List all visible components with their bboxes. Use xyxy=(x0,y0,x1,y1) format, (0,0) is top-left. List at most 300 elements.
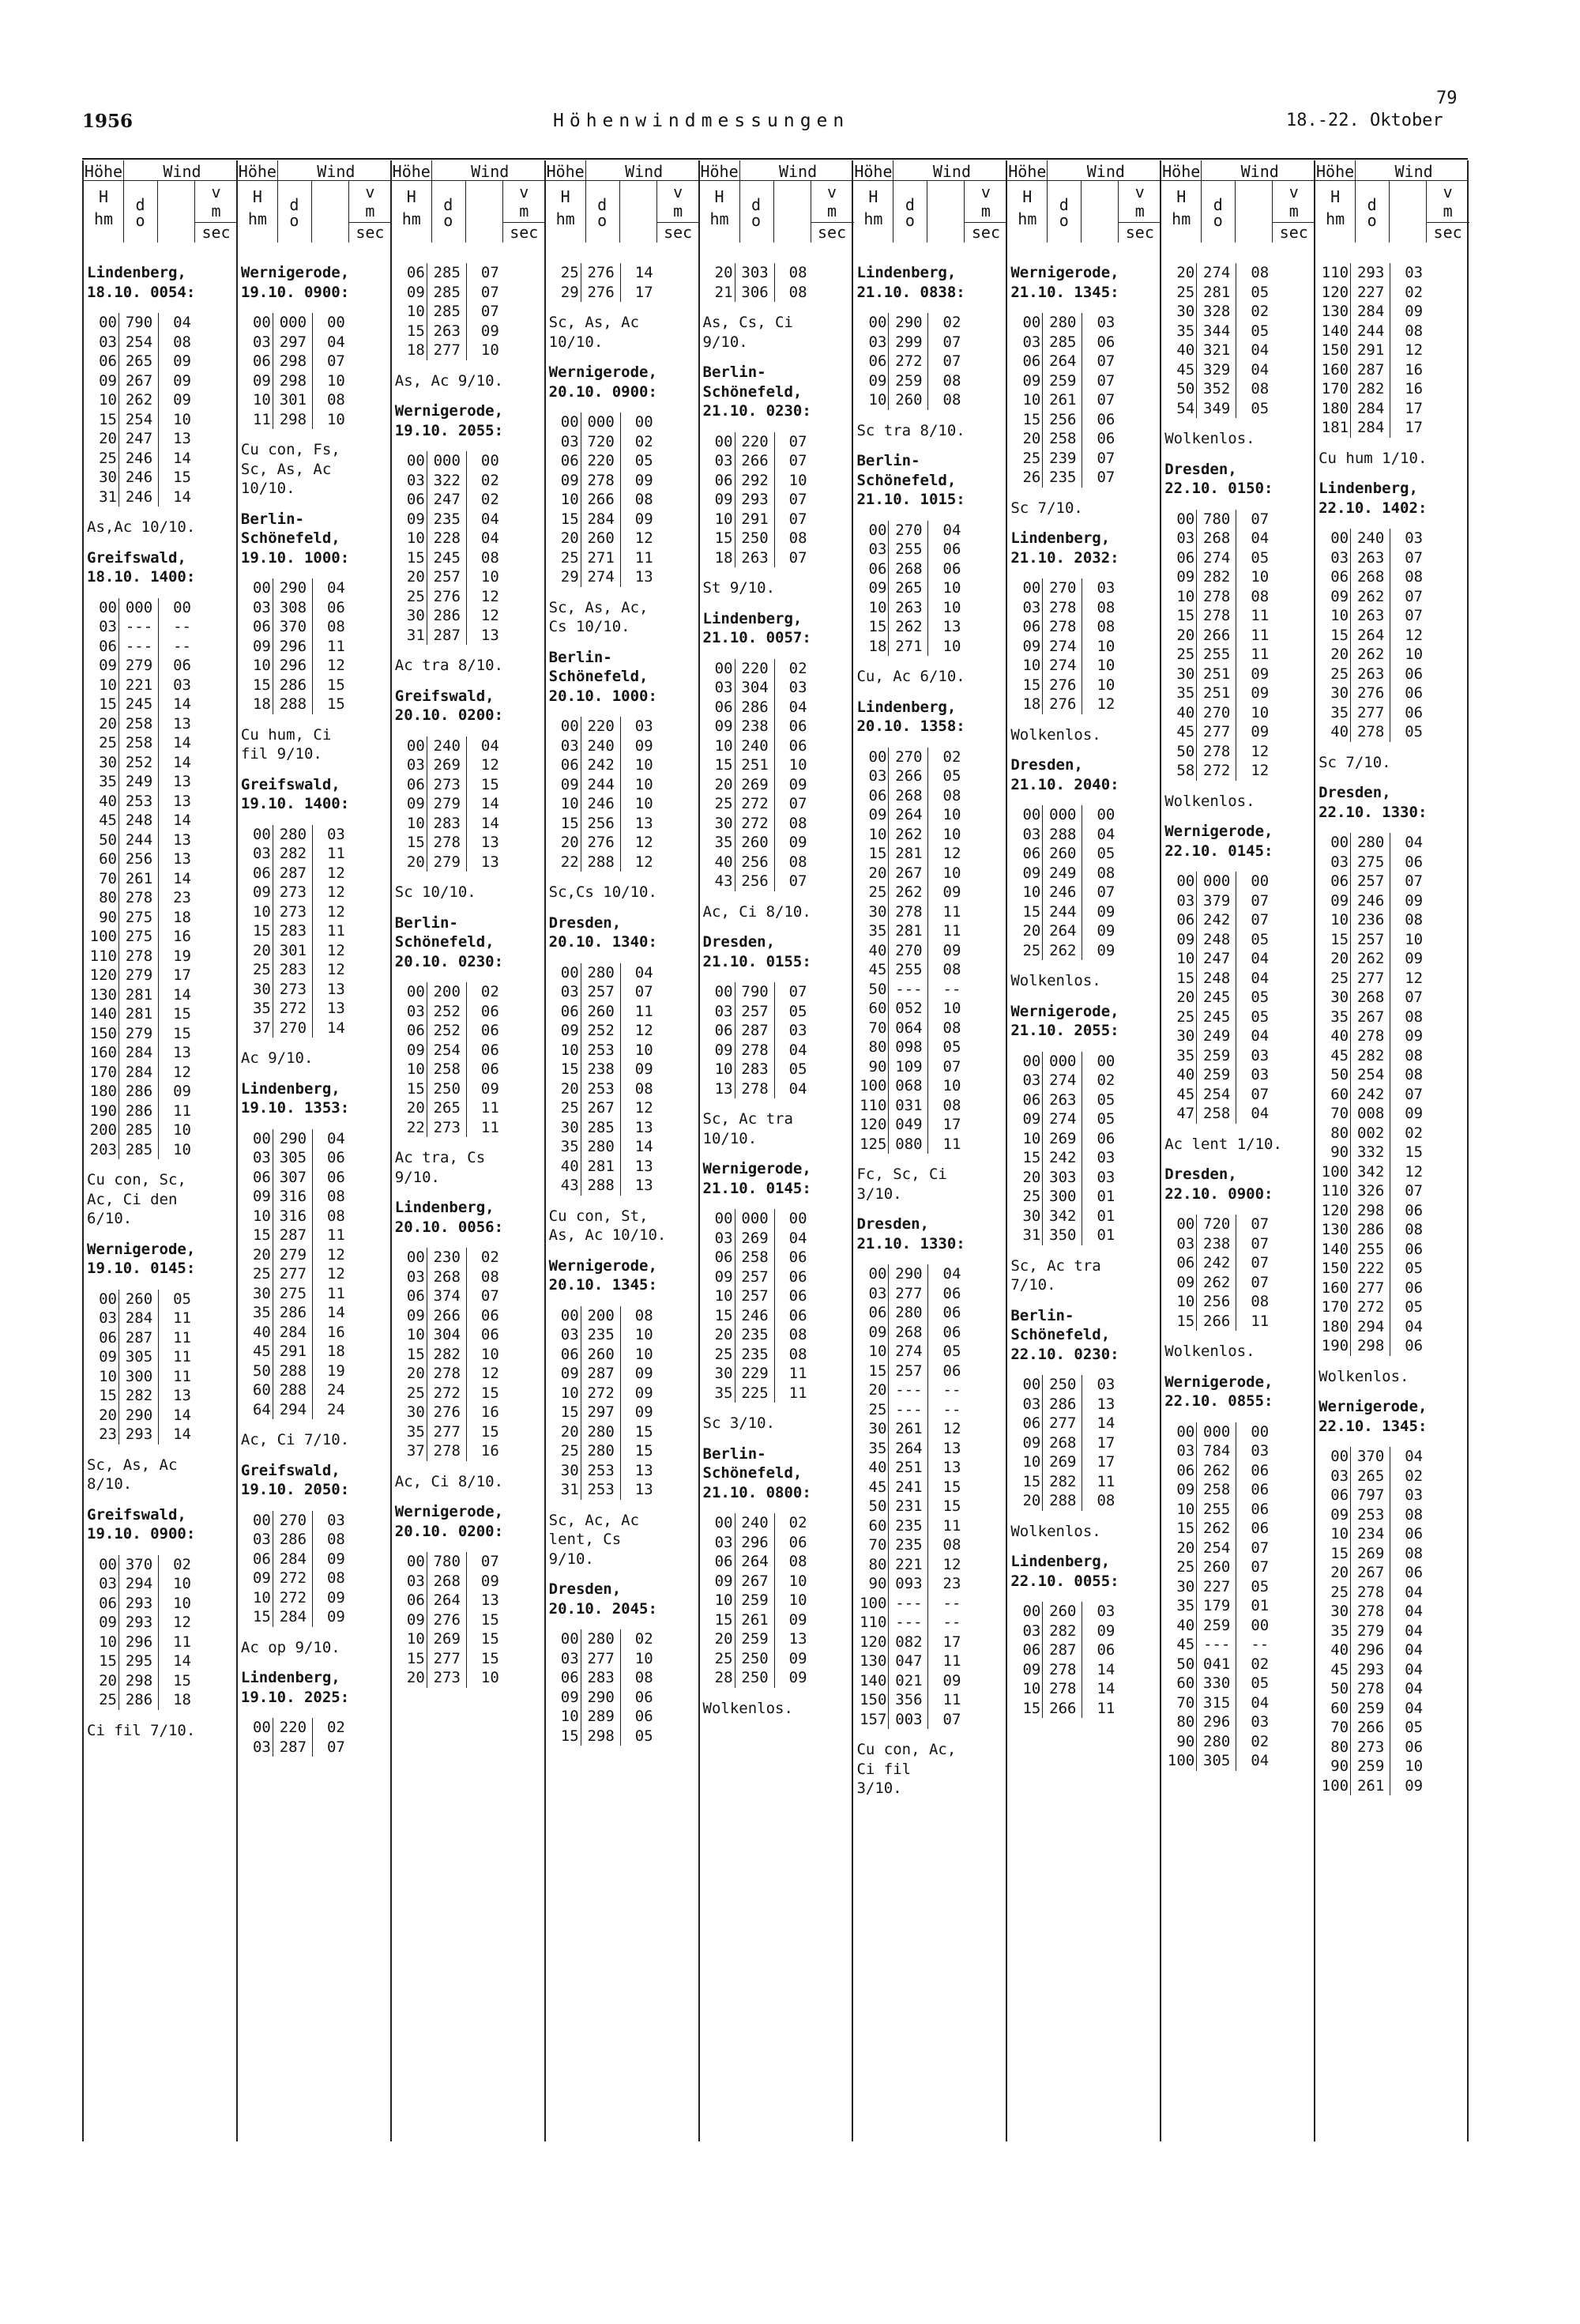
table-row xyxy=(546,1079,699,1099)
height-value: 00 xyxy=(546,963,581,983)
table-row xyxy=(1161,969,1315,989)
table-column xyxy=(698,160,853,2141)
direction-value: 276 xyxy=(428,1610,467,1630)
column-header xyxy=(238,160,391,243)
height-value: 06 xyxy=(1007,352,1043,371)
table-row xyxy=(238,1738,391,1757)
height-value: 25 xyxy=(1161,1557,1197,1577)
spacer xyxy=(1315,1436,1467,1447)
cloud-remark: Cu con, Fs, xyxy=(240,441,340,458)
speed-value: 01 xyxy=(1097,1226,1115,1244)
station-label: Wernigerode, xyxy=(394,1503,504,1520)
direction-value: 293 xyxy=(736,490,775,510)
table-row xyxy=(84,1633,237,1652)
speed-value: 15 xyxy=(173,469,191,486)
speed-value: 04 xyxy=(1405,1641,1424,1659)
table-row xyxy=(84,1594,237,1614)
speed-value: 15 xyxy=(173,1005,191,1023)
table-row xyxy=(1007,1168,1161,1188)
direction-value: 275 xyxy=(1352,853,1390,872)
height-value: 70 xyxy=(1161,1693,1197,1713)
direction-value: 252 xyxy=(120,753,159,773)
speed-value: 08 xyxy=(1405,911,1424,928)
speed-value: 11 xyxy=(1097,1472,1115,1490)
height-value: 30 xyxy=(700,814,735,834)
table-row xyxy=(1161,587,1315,607)
direction-value: 277 xyxy=(890,1284,928,1304)
cloud-remark: Ci fil xyxy=(856,1760,912,1778)
speed-value: 08 xyxy=(1405,1544,1424,1562)
speed-value: 14 xyxy=(173,812,191,829)
table-row xyxy=(1315,1240,1467,1260)
spacer xyxy=(546,401,699,412)
hoehe-label: Höhe xyxy=(238,162,276,181)
speed-value: 13 xyxy=(788,1630,807,1648)
table-row xyxy=(1315,1162,1467,1182)
direction-value: 280 xyxy=(582,1422,621,1442)
table-row xyxy=(1161,510,1315,529)
spacer xyxy=(853,440,1006,451)
spacer xyxy=(238,1627,391,1638)
table-row xyxy=(1161,1292,1315,1312)
table-row xyxy=(84,1574,237,1594)
direction-value: 307 xyxy=(274,1168,313,1188)
speed-value: 15 xyxy=(326,676,345,694)
table-row xyxy=(1315,684,1467,703)
height-value: 130 xyxy=(84,985,119,1005)
height-value: 06 xyxy=(1161,910,1197,930)
speed-value: 07 xyxy=(1097,352,1115,370)
direction-value: 250 xyxy=(736,1649,775,1669)
direction-value: 277 xyxy=(274,1264,313,1284)
height-value: 50 xyxy=(84,831,119,850)
height-value: 25 xyxy=(1007,941,1043,961)
table-row xyxy=(84,753,237,773)
table-row xyxy=(853,748,1006,767)
direction-value: 332 xyxy=(1352,1143,1390,1162)
direction-value: 256 xyxy=(736,872,775,891)
direction-value: 284 xyxy=(274,1323,313,1343)
table-row xyxy=(238,1718,391,1738)
direction-value: 278 xyxy=(1044,1660,1082,1680)
table-row xyxy=(1315,567,1467,587)
spacer xyxy=(238,1419,391,1430)
direction-value: 253 xyxy=(582,1480,621,1500)
table-row xyxy=(84,637,237,657)
direction-value: 370 xyxy=(120,1555,159,1575)
station-label: Wernigerode, xyxy=(1319,1398,1428,1415)
direction-value: 296 xyxy=(1352,1640,1390,1660)
height-value: 03 xyxy=(392,1267,427,1287)
direction-value: 284 xyxy=(120,1063,159,1083)
direction-value: 287 xyxy=(274,864,313,883)
station-label: 19.10. 2025: xyxy=(240,1688,350,1706)
table-row xyxy=(1315,1065,1467,1085)
table-row xyxy=(1161,1751,1315,1771)
direction-value: 261 xyxy=(736,1610,775,1630)
direction-value: 254 xyxy=(428,1041,467,1060)
direction-value: 246 xyxy=(1352,891,1390,911)
table-row xyxy=(84,598,237,618)
height-value: 25 xyxy=(1007,1187,1043,1207)
spacer xyxy=(546,1746,699,1757)
speed-value: 11 xyxy=(173,1102,191,1120)
table-row xyxy=(1315,1738,1467,1757)
direction-value: 254 xyxy=(120,333,159,352)
direction-value: 250 xyxy=(428,1079,467,1099)
direction-value: 200 xyxy=(582,1306,621,1326)
speed-value: 10 xyxy=(634,1326,653,1343)
speed-value: 15 xyxy=(480,775,499,793)
table-row xyxy=(238,1530,391,1550)
speed-value: 11 xyxy=(173,1367,191,1385)
spacer xyxy=(700,1148,853,1159)
table-row xyxy=(392,1668,545,1688)
table-row xyxy=(700,698,853,718)
height-value: 35 xyxy=(1161,1596,1197,1616)
table-row xyxy=(546,1688,699,1708)
speed-value: 06 xyxy=(634,1688,653,1706)
speed-value: 06 xyxy=(1405,1738,1424,1756)
height-value: 03 xyxy=(1007,333,1043,352)
speed-value: 13 xyxy=(480,626,499,644)
table-row xyxy=(238,864,391,883)
speed-value: 14 xyxy=(173,985,191,1004)
spacer xyxy=(853,1154,1006,1165)
direction-value: 278 xyxy=(1352,1026,1390,1046)
height-value: 140 xyxy=(1315,322,1351,341)
speed-value: 02 xyxy=(1251,303,1270,320)
table-row xyxy=(238,352,391,371)
speed-value: 11 xyxy=(480,1118,499,1136)
height-value: 50 xyxy=(1161,1655,1197,1674)
direction-value: 222 xyxy=(1352,1259,1390,1279)
height-value: 15 xyxy=(1007,1148,1043,1168)
direction-value: 285 xyxy=(582,1118,621,1138)
speed-value: 03 xyxy=(1251,1442,1270,1460)
direction-value: 270 xyxy=(890,521,928,541)
direction-value: 235 xyxy=(890,1516,928,1536)
table-row xyxy=(1315,1279,1467,1298)
height-value: 140 xyxy=(853,1671,889,1691)
direction-value: 720 xyxy=(1198,1215,1236,1234)
height-value: 00 xyxy=(546,717,581,736)
direction-value: 260 xyxy=(582,1345,621,1365)
height-value: 10 xyxy=(1315,1524,1351,1544)
speed-unit-sec: sec xyxy=(964,222,1007,242)
table-row xyxy=(700,1079,853,1099)
spacer xyxy=(1315,1386,1467,1397)
speed-value: 12 xyxy=(480,587,499,605)
direction-value: 257 xyxy=(736,1267,775,1287)
speed-value: 04 xyxy=(1405,1680,1424,1697)
table-row xyxy=(1315,1544,1467,1564)
spacer xyxy=(238,1068,391,1079)
direction-value: 280 xyxy=(582,1629,621,1649)
column-body xyxy=(1007,263,1161,1729)
direction-value: 264 xyxy=(1352,626,1390,646)
height-value: 06 xyxy=(84,1594,119,1614)
height-value: 00 xyxy=(1161,1215,1197,1234)
height-value: 203 xyxy=(84,1140,119,1160)
station-block xyxy=(1161,263,1315,460)
direction-symbol: d xyxy=(1213,195,1223,214)
height-value: 31 xyxy=(1007,1226,1043,1245)
table-row xyxy=(1161,1215,1315,1234)
speed-value: 09 xyxy=(634,510,653,528)
direction-value: 236 xyxy=(1352,910,1390,930)
height-value: 35 xyxy=(84,772,119,792)
speed-value: 08 xyxy=(326,391,345,409)
table-row xyxy=(546,1021,699,1041)
direction-value: 273 xyxy=(274,980,313,1000)
direction-value: 262 xyxy=(120,390,159,410)
station-label: Lindenberg, xyxy=(702,609,803,627)
direction-value: 278 xyxy=(1352,722,1390,742)
direction-value: 262 xyxy=(890,825,928,845)
table-row xyxy=(392,567,545,587)
spacer xyxy=(392,725,545,736)
height-value: 120 xyxy=(853,1115,889,1135)
table-row xyxy=(238,921,391,941)
direction-value: 784 xyxy=(1198,1441,1236,1461)
direction-value: 255 xyxy=(1352,1240,1390,1260)
table-row xyxy=(238,1303,391,1323)
spacer xyxy=(1161,1154,1315,1165)
table-row xyxy=(1161,988,1315,1008)
direction-value: 282 xyxy=(1044,1622,1082,1641)
cloud-remark: Cu con, St, xyxy=(548,1207,649,1225)
direction-value: 276 xyxy=(428,1403,467,1422)
speed-value: 06 xyxy=(326,1168,345,1186)
table-row xyxy=(392,1441,545,1461)
speed-value: 02 xyxy=(1405,1467,1424,1485)
height-value: 09 xyxy=(1007,1660,1043,1680)
direction-value: 277 xyxy=(428,1422,467,1442)
height-value: 15 xyxy=(1007,676,1043,695)
spacer xyxy=(84,302,237,313)
speed-value: 09 xyxy=(634,471,653,489)
cloud-remark: Sc,Cs 10/10. xyxy=(548,883,657,901)
height-value: 130 xyxy=(1315,1220,1351,1240)
spacer xyxy=(84,1494,237,1505)
direction-value: 267 xyxy=(120,371,159,391)
height-value: 20 xyxy=(84,714,119,734)
speed-value: 06 xyxy=(1097,410,1115,428)
direction-value: 242 xyxy=(582,755,621,775)
speed-value: 16 xyxy=(326,1323,345,1341)
height-value: 09 xyxy=(1161,930,1197,950)
height-value: 15 xyxy=(700,1610,735,1630)
direction-value: 245 xyxy=(120,695,159,714)
height-value: 06 xyxy=(700,471,735,491)
direction-symbol: d xyxy=(1367,195,1377,214)
direction-value: 246 xyxy=(1044,883,1082,902)
table-row xyxy=(84,1024,237,1044)
speed-value: 08 xyxy=(1097,864,1115,882)
direction-value: 298 xyxy=(274,352,313,371)
spacer xyxy=(1007,1541,1161,1552)
speed-value: 02 xyxy=(788,659,807,677)
table-row xyxy=(853,1458,1006,1478)
height-value: 30 xyxy=(392,606,427,626)
direction-value: 290 xyxy=(890,313,928,333)
table-row xyxy=(853,883,1006,902)
height-value: 06 xyxy=(1161,1253,1197,1273)
height-value: 09 xyxy=(1315,587,1351,607)
speed-value: 12 xyxy=(1405,969,1424,987)
table-row xyxy=(546,1649,699,1669)
table-row xyxy=(853,333,1006,352)
direction-value: 258 xyxy=(1198,1480,1236,1500)
cloud-remark: 3/10. xyxy=(856,1185,902,1203)
speed-value: 24 xyxy=(326,1400,345,1418)
height-symbol: H xyxy=(714,187,724,206)
height-value: 31 xyxy=(392,626,427,646)
direction-value: 268 xyxy=(428,1572,467,1591)
spacer xyxy=(392,1541,545,1552)
table-row xyxy=(1161,1441,1315,1461)
direction-value: 287 xyxy=(582,1364,621,1384)
speed-value: 02 xyxy=(788,1514,807,1531)
table-row xyxy=(1007,429,1161,449)
speed-value: 07 xyxy=(1097,883,1115,901)
speed-value: 07 xyxy=(1097,391,1115,409)
height-value: 00 xyxy=(853,313,889,333)
speed-value: 13 xyxy=(173,850,191,868)
height-value: 30 xyxy=(546,1118,581,1138)
table-row xyxy=(238,1245,391,1265)
direction-symbol: d xyxy=(751,195,762,214)
station-block xyxy=(392,1502,545,1699)
speed-value: 04 xyxy=(1251,529,1270,547)
height-value: 09 xyxy=(84,371,119,391)
height-value: 09 xyxy=(1007,371,1043,391)
direction-value: 284 xyxy=(120,1309,159,1328)
table-row xyxy=(1315,529,1467,548)
speed-value: 11 xyxy=(326,922,345,940)
cloud-remark: 10/10. xyxy=(548,333,604,351)
header-divider xyxy=(1235,180,1236,243)
height-value: 15 xyxy=(700,1306,735,1326)
table-row xyxy=(1007,1395,1161,1414)
cloud-remark: Cs 10/10. xyxy=(548,618,630,635)
height-value: 03 xyxy=(238,1738,273,1757)
table-row xyxy=(84,468,237,488)
speed-value: 07 xyxy=(1405,548,1424,567)
height-value: 30 xyxy=(1161,302,1197,322)
height-value: 03 xyxy=(546,1649,581,1669)
height-value: 00 xyxy=(392,1552,427,1572)
spacer xyxy=(700,1688,853,1699)
table-row xyxy=(84,966,237,985)
table-row xyxy=(1315,1486,1467,1505)
height-value: 10 xyxy=(84,390,119,410)
direction-value: 242 xyxy=(1198,1253,1236,1273)
table-row xyxy=(238,1342,391,1362)
speed-value: 00 xyxy=(1251,872,1270,890)
table-row xyxy=(238,313,391,333)
height-value: 09 xyxy=(853,371,889,391)
height-value: 03 xyxy=(546,736,581,756)
direction-value: 240 xyxy=(1352,529,1390,548)
table-row xyxy=(853,1516,1006,1536)
table-row xyxy=(853,1380,1006,1400)
table-row xyxy=(1161,1655,1315,1674)
height-value: 45 xyxy=(1161,1085,1197,1105)
direction-value: 287 xyxy=(1044,1640,1082,1660)
direction-value: 288 xyxy=(1044,1491,1082,1511)
spacer xyxy=(853,1203,1006,1215)
table-row xyxy=(1161,606,1315,626)
height-value: 180 xyxy=(1315,399,1351,419)
height-value: 09 xyxy=(392,1041,427,1060)
cloud-remark: Wolkenlos. xyxy=(702,1699,793,1717)
height-value: 06 xyxy=(392,1591,427,1610)
direction-value: 000 xyxy=(582,412,621,432)
table-row xyxy=(853,941,1006,961)
cloud-remark: Sc 3/10. xyxy=(702,1414,776,1432)
table-row xyxy=(1161,1616,1315,1636)
speed-value: 14 xyxy=(634,1138,653,1155)
height-value: 00 xyxy=(853,1264,889,1284)
header-divider xyxy=(311,180,312,243)
direction-value: 274 xyxy=(1044,1071,1082,1090)
spacer xyxy=(1161,861,1315,872)
spacer xyxy=(546,902,699,913)
table-row xyxy=(1315,1046,1467,1066)
height-value: 03 xyxy=(1161,1441,1197,1461)
speed-value: 04 xyxy=(1251,1693,1270,1712)
direction-value: 270 xyxy=(274,1019,313,1038)
direction-value: 274 xyxy=(890,1342,928,1362)
height-value: 20 xyxy=(853,864,889,883)
direction-value: 235 xyxy=(582,1325,621,1345)
speed-value: 03 xyxy=(1251,1713,1270,1731)
table-row xyxy=(1161,645,1315,665)
height-value: 03 xyxy=(392,755,427,775)
cloud-remark: Ac lent 1/10. xyxy=(1164,1135,1282,1153)
height-value: 10 xyxy=(1007,390,1043,410)
direction-value: 250 xyxy=(736,1668,775,1688)
table-row xyxy=(392,1118,545,1138)
direction-value: 264 xyxy=(428,1591,467,1610)
station-label: Schönefeld, xyxy=(702,382,803,401)
direction-value: 790 xyxy=(120,313,159,333)
height-value: 03 xyxy=(1007,825,1043,845)
speed-value: 08 xyxy=(173,333,191,351)
direction-value: 259 xyxy=(736,1591,775,1610)
height-symbol: H xyxy=(1176,187,1187,206)
speed-value: 04 xyxy=(1405,1583,1424,1601)
station-label: Dresden, xyxy=(1164,1166,1237,1183)
speed-value: 02 xyxy=(1097,1072,1115,1089)
speed-value: 06 xyxy=(788,736,807,755)
height-value: 00 xyxy=(392,982,427,1002)
table-row xyxy=(1315,1679,1467,1699)
speed-value: 08 xyxy=(788,529,807,547)
direction-value: 342 xyxy=(1044,1207,1082,1226)
direction-value: --- xyxy=(890,1594,928,1614)
wind-label: Wind xyxy=(932,162,972,181)
height-value: 110 xyxy=(853,1096,889,1116)
height-value: 15 xyxy=(1161,1519,1197,1539)
table-row xyxy=(853,1690,1006,1710)
spacer xyxy=(700,1098,853,1109)
header-divider xyxy=(700,180,853,181)
height-value: 09 xyxy=(238,637,273,657)
direction-value: 284 xyxy=(1352,399,1390,419)
